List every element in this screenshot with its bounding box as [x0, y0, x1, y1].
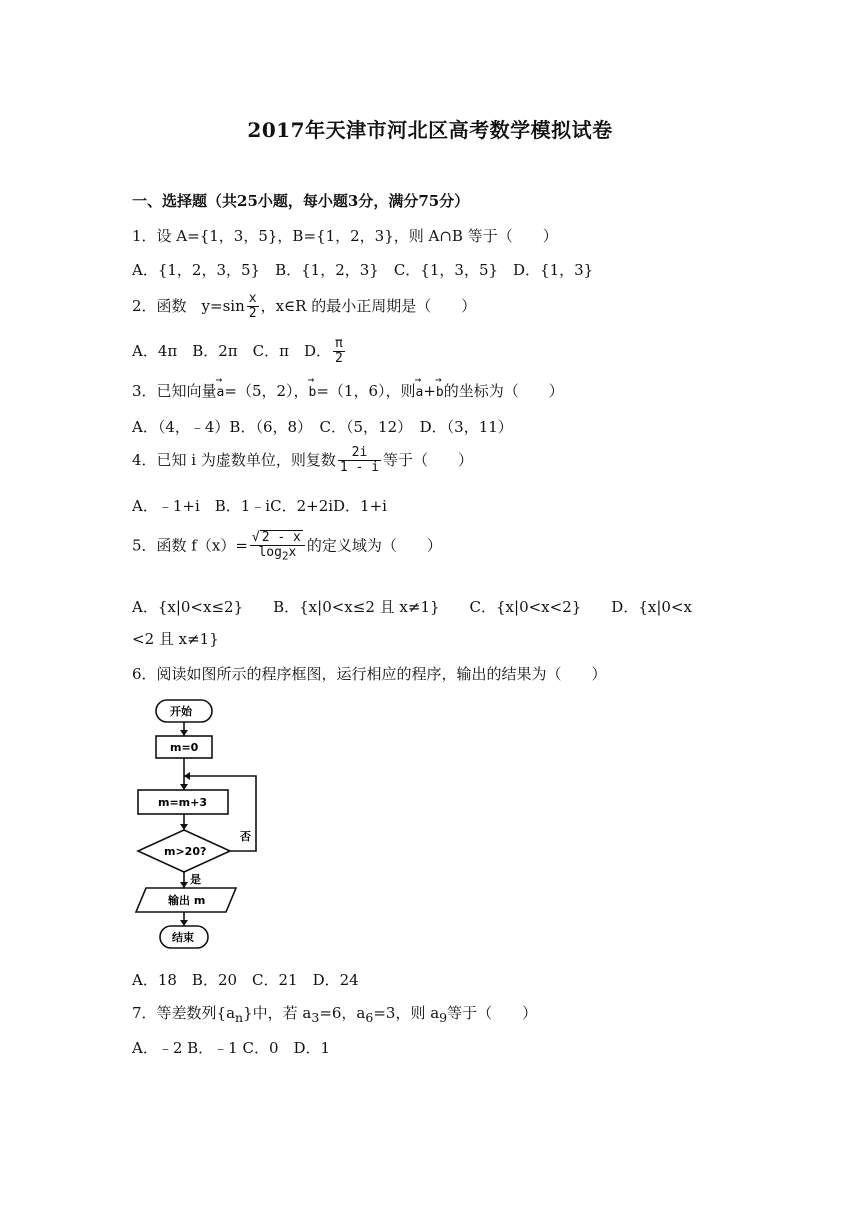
q4-post: 等于（ ） [383, 450, 474, 469]
question-3-options: A．（4，﹣4）B．（6，8） C．（5，12） D．（3，11） [132, 418, 513, 436]
q3-plus: + [423, 382, 436, 400]
flow-no-label: 否 [240, 830, 251, 843]
question-4-options: A．﹣1+i B．1﹣iC．2+2iD．1+i [132, 497, 387, 515]
q7-sub-9: 9 [439, 1010, 448, 1025]
q5-sqrt-body: 2 - x [261, 530, 301, 545]
q2-frac-den: 2 [248, 306, 257, 322]
flow-start-label: 开始 [170, 705, 192, 718]
q2-frac-num: x [248, 291, 257, 306]
section-heading: 一、选择题（共25小题，每小题3分，满分75分） [132, 192, 470, 210]
question-6-stem: 6．阅读如图所示的程序框图，运行相应的程序，输出的结果为（ ） [132, 665, 607, 683]
question-5-options-line1: A．{x|0<x≤2} B．{x|0<x≤2 且 x≠1} C．{x|0<x<2} D．{x|0<x [132, 598, 692, 616]
q2-pre: 2．函数 y=sin [132, 296, 245, 315]
q7-sub-n: n [235, 1010, 244, 1025]
q4-frac-num: 2i [338, 446, 381, 461]
q5-fraction [250, 530, 305, 563]
flow-init-label: m=0 [170, 741, 199, 754]
q5-log-var: x [288, 545, 297, 561]
vector-b: → b [309, 381, 317, 400]
question-4-stem [132, 446, 473, 476]
question-2-options [132, 337, 347, 367]
question-7-stem [132, 1002, 537, 1025]
q5-log: log [258, 545, 282, 561]
q2-post: ，x∈R 的最小正周期是（ ） [260, 296, 477, 315]
q4-fraction [338, 446, 381, 476]
question-7-options: A．﹣2 B．﹣1 C．0 D．1 [132, 1039, 331, 1057]
flow-condition-label: m>20? [164, 845, 207, 858]
q2-option-d-fraction [333, 337, 345, 367]
q7-stem-pre: 7．等差数列{a [132, 1004, 236, 1022]
question-1-options: A．{1，2，3，5} B．{1，2，3} C．{1，3，5} D．{1，3} [132, 261, 594, 279]
question-1-stem: 1．设 A={1，3，5}，B={1，2，3}，则 A∩B 等于（ ） [132, 227, 558, 245]
q2-fraction [247, 292, 259, 322]
vector-a-sum: → a [416, 381, 424, 400]
q5-pre: 5．函数 f（x）= [132, 536, 248, 555]
q2-opt-d-den: 2 [335, 351, 343, 367]
page-title: 2017年天津市河北区高考数学模拟试卷 [247, 118, 613, 142]
q4-pre: 4．已知 i 为虚数单位，则复数 [132, 450, 336, 469]
q3-mid2: =（1，6），则 [316, 382, 416, 400]
q3-post: 的坐标为（ ） [443, 382, 564, 400]
q2-opt-d-num: π [335, 336, 343, 351]
flow-end-label: 结束 [172, 931, 194, 944]
program-flowchart [128, 690, 268, 960]
q7-eq2: =3，则 a [373, 1004, 440, 1022]
vector-b-sum: → b [436, 381, 444, 400]
q5-log-base: 2 [281, 549, 289, 563]
q7-stem-post: 等于（ ） [447, 1004, 538, 1022]
q4-frac-den: 1 - i [339, 460, 380, 476]
question-6-options: A．18 B．20 C．21 D．24 [132, 971, 359, 989]
q5-frac-num: √ 2 - x [250, 530, 305, 546]
vector-a: → a [217, 381, 225, 400]
q7-sub-3: 3 [311, 1010, 320, 1025]
q5-frac-den [250, 546, 305, 563]
flow-yes-label: 是 [190, 873, 201, 886]
q5-post: 的定义域为（ ） [306, 536, 442, 555]
question-5-stem [132, 530, 442, 563]
q7-sub-6: 6 [365, 1010, 374, 1025]
q3-mid1: =（5，2）， [224, 382, 309, 400]
q7-stem-mid: }中，若 a [243, 1004, 312, 1022]
question-3-stem [132, 380, 564, 401]
flow-update-label: m=m+3 [158, 796, 208, 809]
q3-pre: 3．已知向量 [132, 382, 217, 400]
q7-eq1: =6，a [319, 1004, 366, 1022]
question-5-options-line2: <2 且 x≠1} [132, 630, 219, 648]
question-2-stem [132, 292, 476, 322]
q2-options-text: A．4π B．2π C．π D． [132, 341, 332, 360]
flow-output-label: 输出 m [168, 894, 206, 907]
